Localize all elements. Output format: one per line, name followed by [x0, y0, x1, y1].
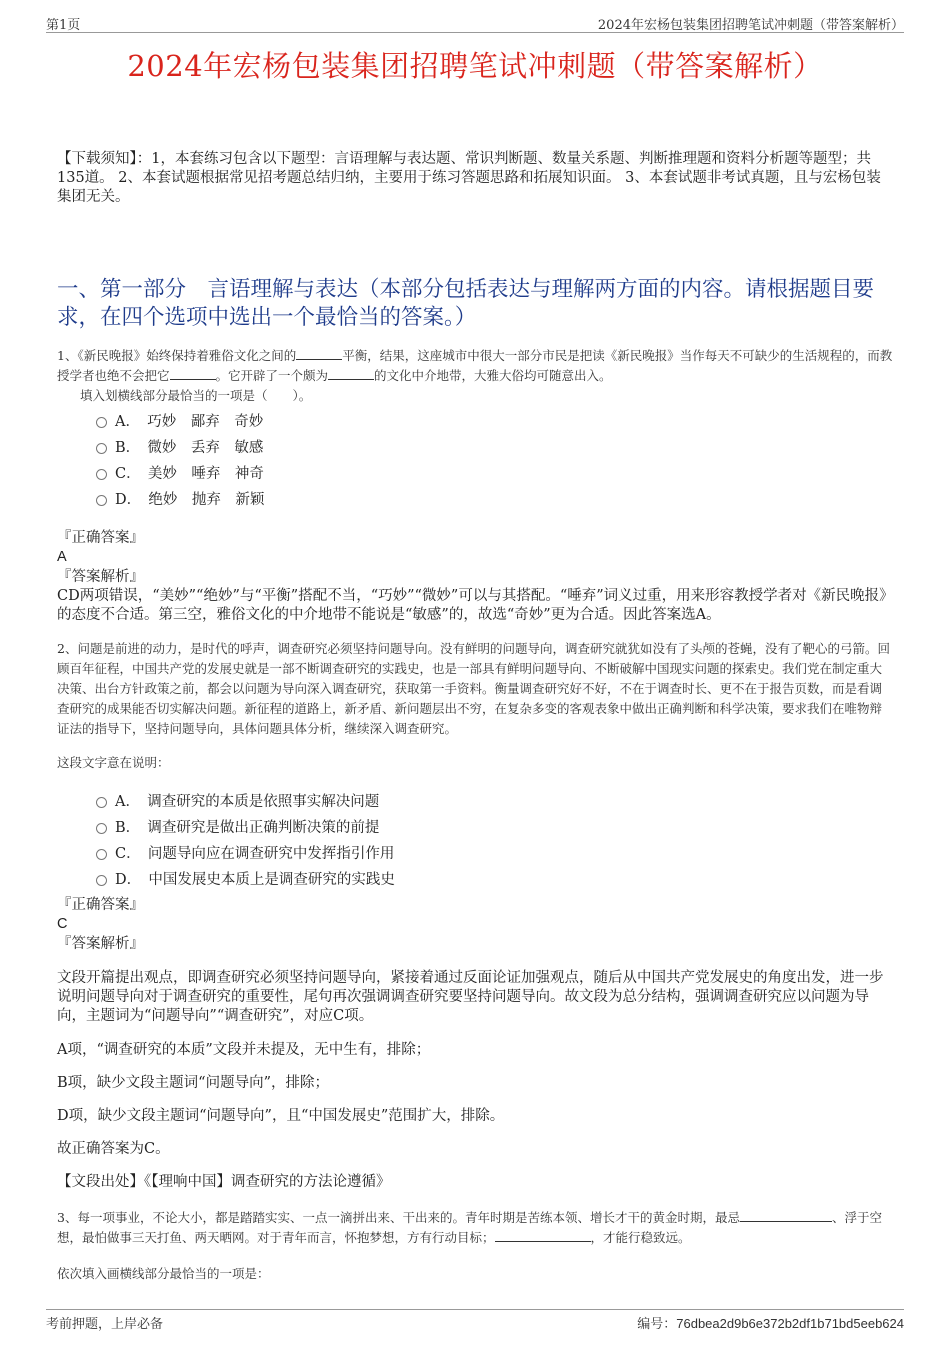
q2-conclusion: 故正确答案为C。 [57, 1141, 170, 1157]
radio-icon[interactable] [96, 443, 107, 454]
q1-option-c[interactable]: C． 美妙 唾弃 神奇 [96, 462, 264, 483]
radio-icon[interactable] [96, 849, 107, 860]
radio-icon[interactable] [96, 469, 107, 480]
q2-answer-label: 『正确答案』 [57, 897, 144, 913]
page-number: 第1页 [46, 18, 81, 33]
q1-option-b[interactable]: B． 微妙 丢弃 敏感 [96, 436, 263, 457]
q2-option-a[interactable]: A． 调查研究的本质是依照事实解决问题 [96, 790, 379, 811]
q1-analysis: CD两项错误，“美妙”“绝妙”与“平衡”搭配不当，“巧妙”“微妙”可以与其搭配。“唾弃”词义过重，用来形容教授学者对《新民晚报》的态度不合适。第三空，雅俗文化的中介地带不能说是“敏感”的，故选“奇妙”更为合适。因此答案选A。 [57, 588, 887, 623]
header-divider [46, 32, 904, 33]
section-heading: 一、第一部分 言语理解与表达（本部分包括表达与理解两方面的内容。请根据题目要求，在四个选项中选出一个最恰当的答案。） [57, 277, 875, 330]
q1-prompt: 填入划横线部分最恰当的一项是（ ）。 [80, 388, 312, 403]
radio-icon[interactable] [96, 797, 107, 808]
document-code: 编号：76dbea2d9b6e372b2df1b71bd5eeb624 [637, 1316, 904, 1332]
q2-note-b: B项，缺少文段主题词“问题导向”，排除； [57, 1075, 329, 1091]
q2-option-b[interactable]: B． 调查研究是做出正确判断决策的前提 [96, 816, 379, 837]
q3-stem: 3、每一项事业，不论大小，都是踏踏实实、一点一滴拼出来、干出来的。青年时期是苦练本领、增长才干的黄金时期，最忌 、浮于空想，最怕做事三天打鱼、两天晒网。对于青年而言，怀抱梦想，方有行动目标； ，才能行稳致远。 [57, 1210, 882, 1245]
page-title: 2024年宏杨包装集团招聘笔试冲刺题（带答案解析） [127, 49, 823, 83]
radio-icon[interactable] [96, 417, 107, 428]
q2-prompt: 这段文字意在说明： [57, 755, 170, 770]
radio-icon[interactable] [96, 823, 107, 834]
q1-analysis-label: 『答案解析』 [57, 569, 144, 585]
q1-stem: 1、《新民晚报》始终保持着雅俗文化之间的 平衡，结果，这座城市中很大一部分市民是把读《新民晚报》当作每天不可缺少的生活规程的，而教授学者也绝不会把它 。它开辟了一个颇为 的文化中介地带，大雅大俗均可随意出入。 [57, 348, 893, 383]
q2-answer: C [57, 916, 68, 932]
radio-icon[interactable] [96, 495, 107, 506]
q1-option-d[interactable]: D． 绝妙 抛弃 新颖 [96, 488, 264, 509]
q1-option-a[interactable]: A． 巧妙 鄙弃 奇妙 [96, 410, 263, 431]
download-notice: 【下载须知】：1，本套练习包含以下题型：言语理解与表达题、常识判断题、数量关系题、判断推理题和资料分析题等题型；共135道。 2、本套试题根据常见招考题总结归纳，主要用于练习答题思路和拓展知识面。 3、本套试题非考试真题，且与宏杨包装集团无关。 [57, 151, 881, 205]
q2-analysis-label: 『答案解析』 [57, 936, 144, 952]
q2-option-d[interactable]: D． 中国发展史本质上是调查研究的实践史 [96, 868, 395, 889]
running-title: 2024年宏杨包装集团招聘笔试冲刺题（带答案解析） [597, 18, 904, 33]
q1-answer-label: 『正确答案』 [57, 530, 144, 546]
q2-note-d: D项，缺少文段主题词“问题导向”，且“中国发展史”范围扩大，排除。 [57, 1108, 505, 1124]
q2-stem: 2、问题是前进的动力，是时代的呼声，调查研究必须坚持问题导向。没有鲜明的问题导向，调查研究就犹如没有了头颅的苍蝇，没有了靶心的弓箭。回顾百年征程，中国共产党的发展史就是一部不断调查研究的实践史，也是一部具有鲜明问题导向、不断破解中国现实问题的探索史。我们党在制定重大决策、出台方针政策之前，都会以问题为导向深入调查研究，获取第一手资料。衡量调查研究好不好，不在于调查时长、更不在于报告页数，而是看调查研究的成果能否切实解决问题。新征程的道路上，新矛盾、新问题层出不穷，在复杂多变的客观表象中做出正确判断和科学决策，要求我们在唯物辩证法的指导下，坚持问题导向，具体问题具体分析，继续深入调查研究。 [57, 641, 890, 736]
q1-answer: A [57, 549, 67, 565]
footer-slogan: 考前押题，上岸必备 [46, 1317, 164, 1332]
radio-icon[interactable] [96, 875, 107, 886]
q2-source: 【文段出处】《【理响中国】调查研究的方法论遵循》 [57, 1174, 391, 1190]
q3-prompt: 依次填入画横线部分最恰当的一项是： [57, 1266, 270, 1281]
q2-option-c[interactable]: C． 问题导向应在调查研究中发挥指引作用 [96, 842, 394, 863]
q2-note-a: A项，“调查研究的本质”文段并未提及，无中生有，排除； [57, 1042, 431, 1058]
q2-analysis: 文段开篇提出观点，即调查研究必须坚持问题导向，紧接着通过反面论证加强观点，随后从中国共产党发展史的角度出发，进一步说明问题导向对于调查研究的重要性，尾句再次强调调查研究要坚持问题导向。故文段为总分结构，强调调查研究应以问题为导向，主题词为“问题导向”“调查研究”，对应C项。 [57, 970, 884, 1024]
footer-divider [46, 1309, 904, 1310]
